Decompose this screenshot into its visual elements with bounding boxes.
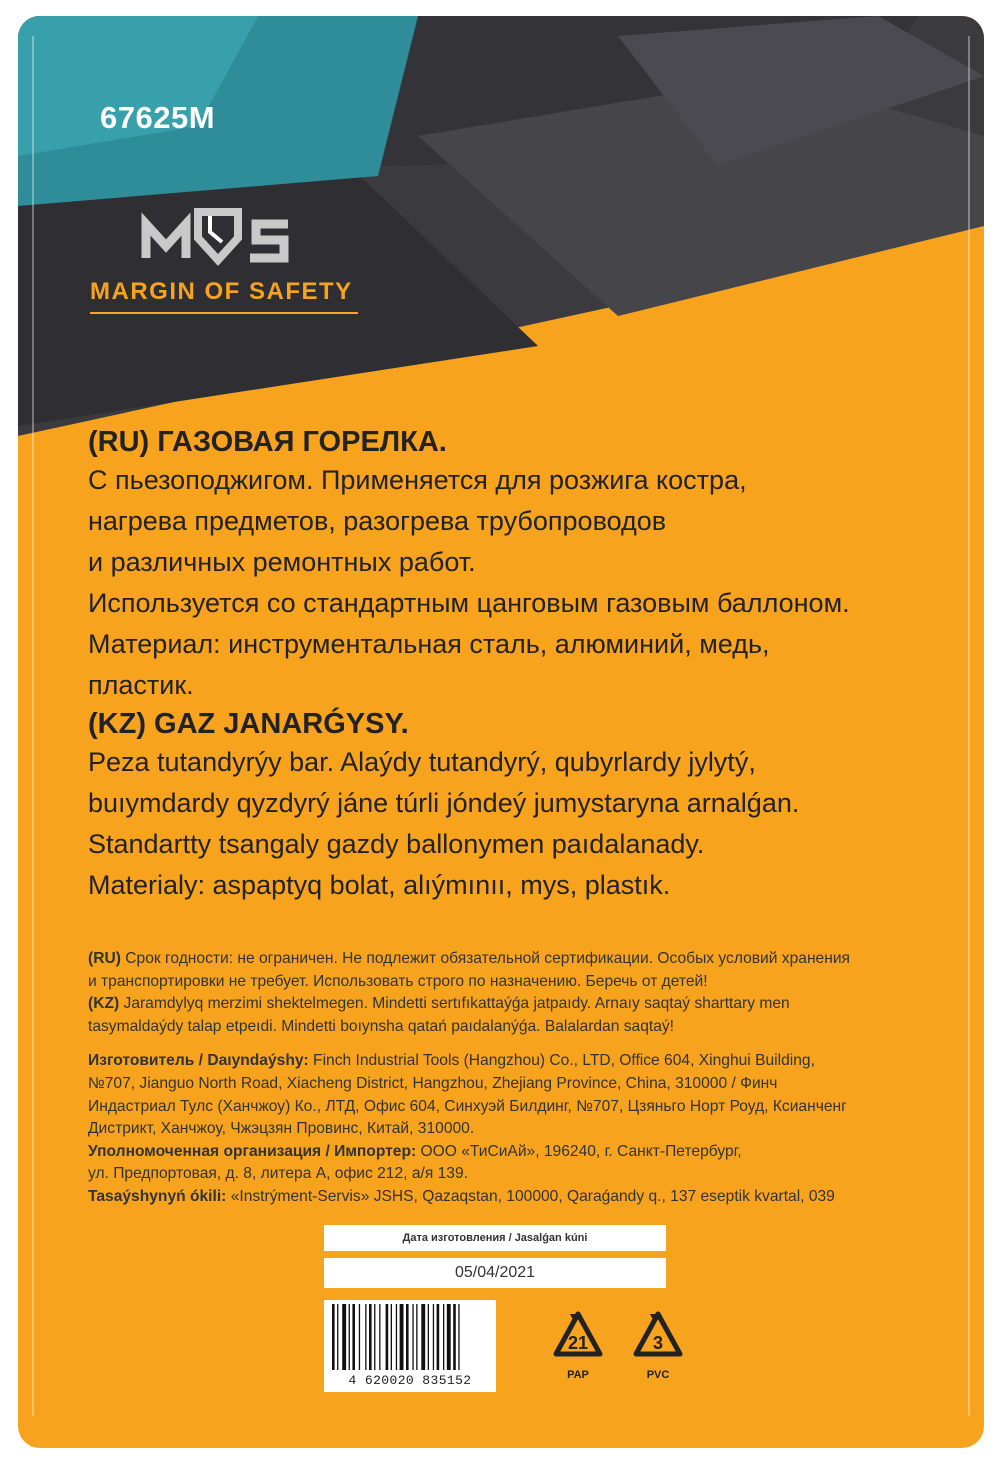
- kz-rep-text: «Instrýment-Servis» JSHS, Qazaqstan, 100000, Qaraǵandy q., 137 eseptik kvartal, 039: [226, 1187, 835, 1205]
- recycling-pvc-icon: [628, 1308, 688, 1394]
- importer-text: ООО «ТиСиАй», 196240, г. Санкт-Петербург,: [416, 1142, 742, 1160]
- ru-tag: (RU): [88, 950, 121, 967]
- fine-print-line: и транспортировки не требует. Использовать строго по назначению. Беречь от детей!: [88, 972, 708, 990]
- fine-print: [88, 948, 913, 1209]
- kz-line: Standartty tsangaly gazdy ballonymen paıdalanady.: [88, 829, 705, 859]
- mos-logo-icon: [138, 202, 298, 274]
- brand-name: MARGIN OF SAFETY: [90, 278, 353, 305]
- manufacture-date-label: Дата изготовления / Jasalǵan kúni: [324, 1225, 666, 1251]
- fine-print-line: ул. Предпортовая, д. 8, литера А, офис 212, а/я 139.: [88, 1165, 468, 1183]
- fine-print-line: [88, 1050, 913, 1073]
- kz-rep-label: Tasaýshynyń ókili:: [88, 1187, 227, 1205]
- ru-line: и различных ремонтных работ.: [88, 547, 476, 577]
- barcode-number: 4 620020 835152: [348, 1373, 472, 1388]
- recycling-code: 21: [567, 1333, 589, 1353]
- kz-tag: (KZ): [88, 995, 120, 1013]
- fine-print-line: [88, 1186, 913, 1209]
- kz-line: Peza tutandyrýy bar. Alaýdy tutandyrý, qubyrlardy jylytý,: [88, 747, 756, 777]
- recycling-pap-icon: [548, 1308, 608, 1394]
- kz-line: Materialy: aspaptyq bolat, alıýmınıı, mys, plastık.: [88, 870, 671, 900]
- description-block: [88, 424, 948, 906]
- fine-print-line: [88, 993, 913, 1016]
- fine-print-line: Индастриал Тулс (Ханчжоу) Ко., ЛТД, Офис 604, Синхуэй Билдинг, №707, Цзяньго Норт Роуд, Ксианченг: [88, 1097, 847, 1115]
- manufacturer-text: Finch Industrial Tools (Hangzhou) Co., LTD, Office 604, Xinghui Building,: [308, 1052, 815, 1070]
- ru-heading: (RU) ГАЗОВАЯ ГОРЕЛКА.: [88, 426, 447, 458]
- ru-line: пластик.: [88, 670, 194, 700]
- fine-print-line: №707, Jianguo North Road, Xiacheng District, Hangzhou, Zhejiang Province, China, 310000 / Финч: [88, 1074, 778, 1092]
- barcode: [324, 1300, 496, 1392]
- manufacturer-label: Изготовитель / Daıyndaýshy:: [88, 1052, 309, 1070]
- fine-print-line: [88, 1141, 913, 1164]
- product-code: 67625M: [100, 100, 216, 135]
- kz-heading: (KZ) GAZ JANARǴYSY.: [88, 708, 409, 740]
- ru-line: Материал: инструментальная сталь, алюминий, медь,: [88, 629, 770, 659]
- ru-text: Срок годности: не ограничен. Не подлежит обязательной сертификации. Особых условий хранения: [120, 950, 850, 967]
- manufacture-date-value: 05/04/2021: [324, 1258, 666, 1288]
- ru-line: нагрева предметов, разогрева трубопроводов: [88, 506, 667, 536]
- recycling-code: 3: [652, 1333, 664, 1353]
- importer-label: Уполномоченная организация / Импортер:: [88, 1142, 417, 1160]
- brand-underline: [90, 312, 358, 314]
- ru-line: Используется со стандартным цанговым газовым баллоном.: [88, 588, 850, 618]
- fine-print-line: Дистрикт, Ханчжоу, Чжэцзян Провинс, Китай, 310000.: [88, 1120, 475, 1138]
- kz-line: buıymdardy qyzdyrý jáne túrli jóndeý jumystaryna arnalǵan.: [88, 788, 800, 818]
- kz-text: Jaramdylyq merzimi shektelmegen. Mindetti sertıfıkattaýǵa jatpaıdy. Arnaıy saqtaý sharttary men: [119, 995, 790, 1013]
- recycling-label: PVC: [646, 1369, 670, 1381]
- fine-print-line: tasymaldaýdy talap etpeıdi. Mindetti boıynsha qatań paıdalanýǵa. Balalardan saqtaý!: [88, 1017, 675, 1035]
- recycling-label: PAP: [567, 1369, 589, 1381]
- ru-line: С пьезоподжигом. Применяется для розжига костра,: [88, 465, 747, 495]
- fine-print-line: [88, 948, 913, 971]
